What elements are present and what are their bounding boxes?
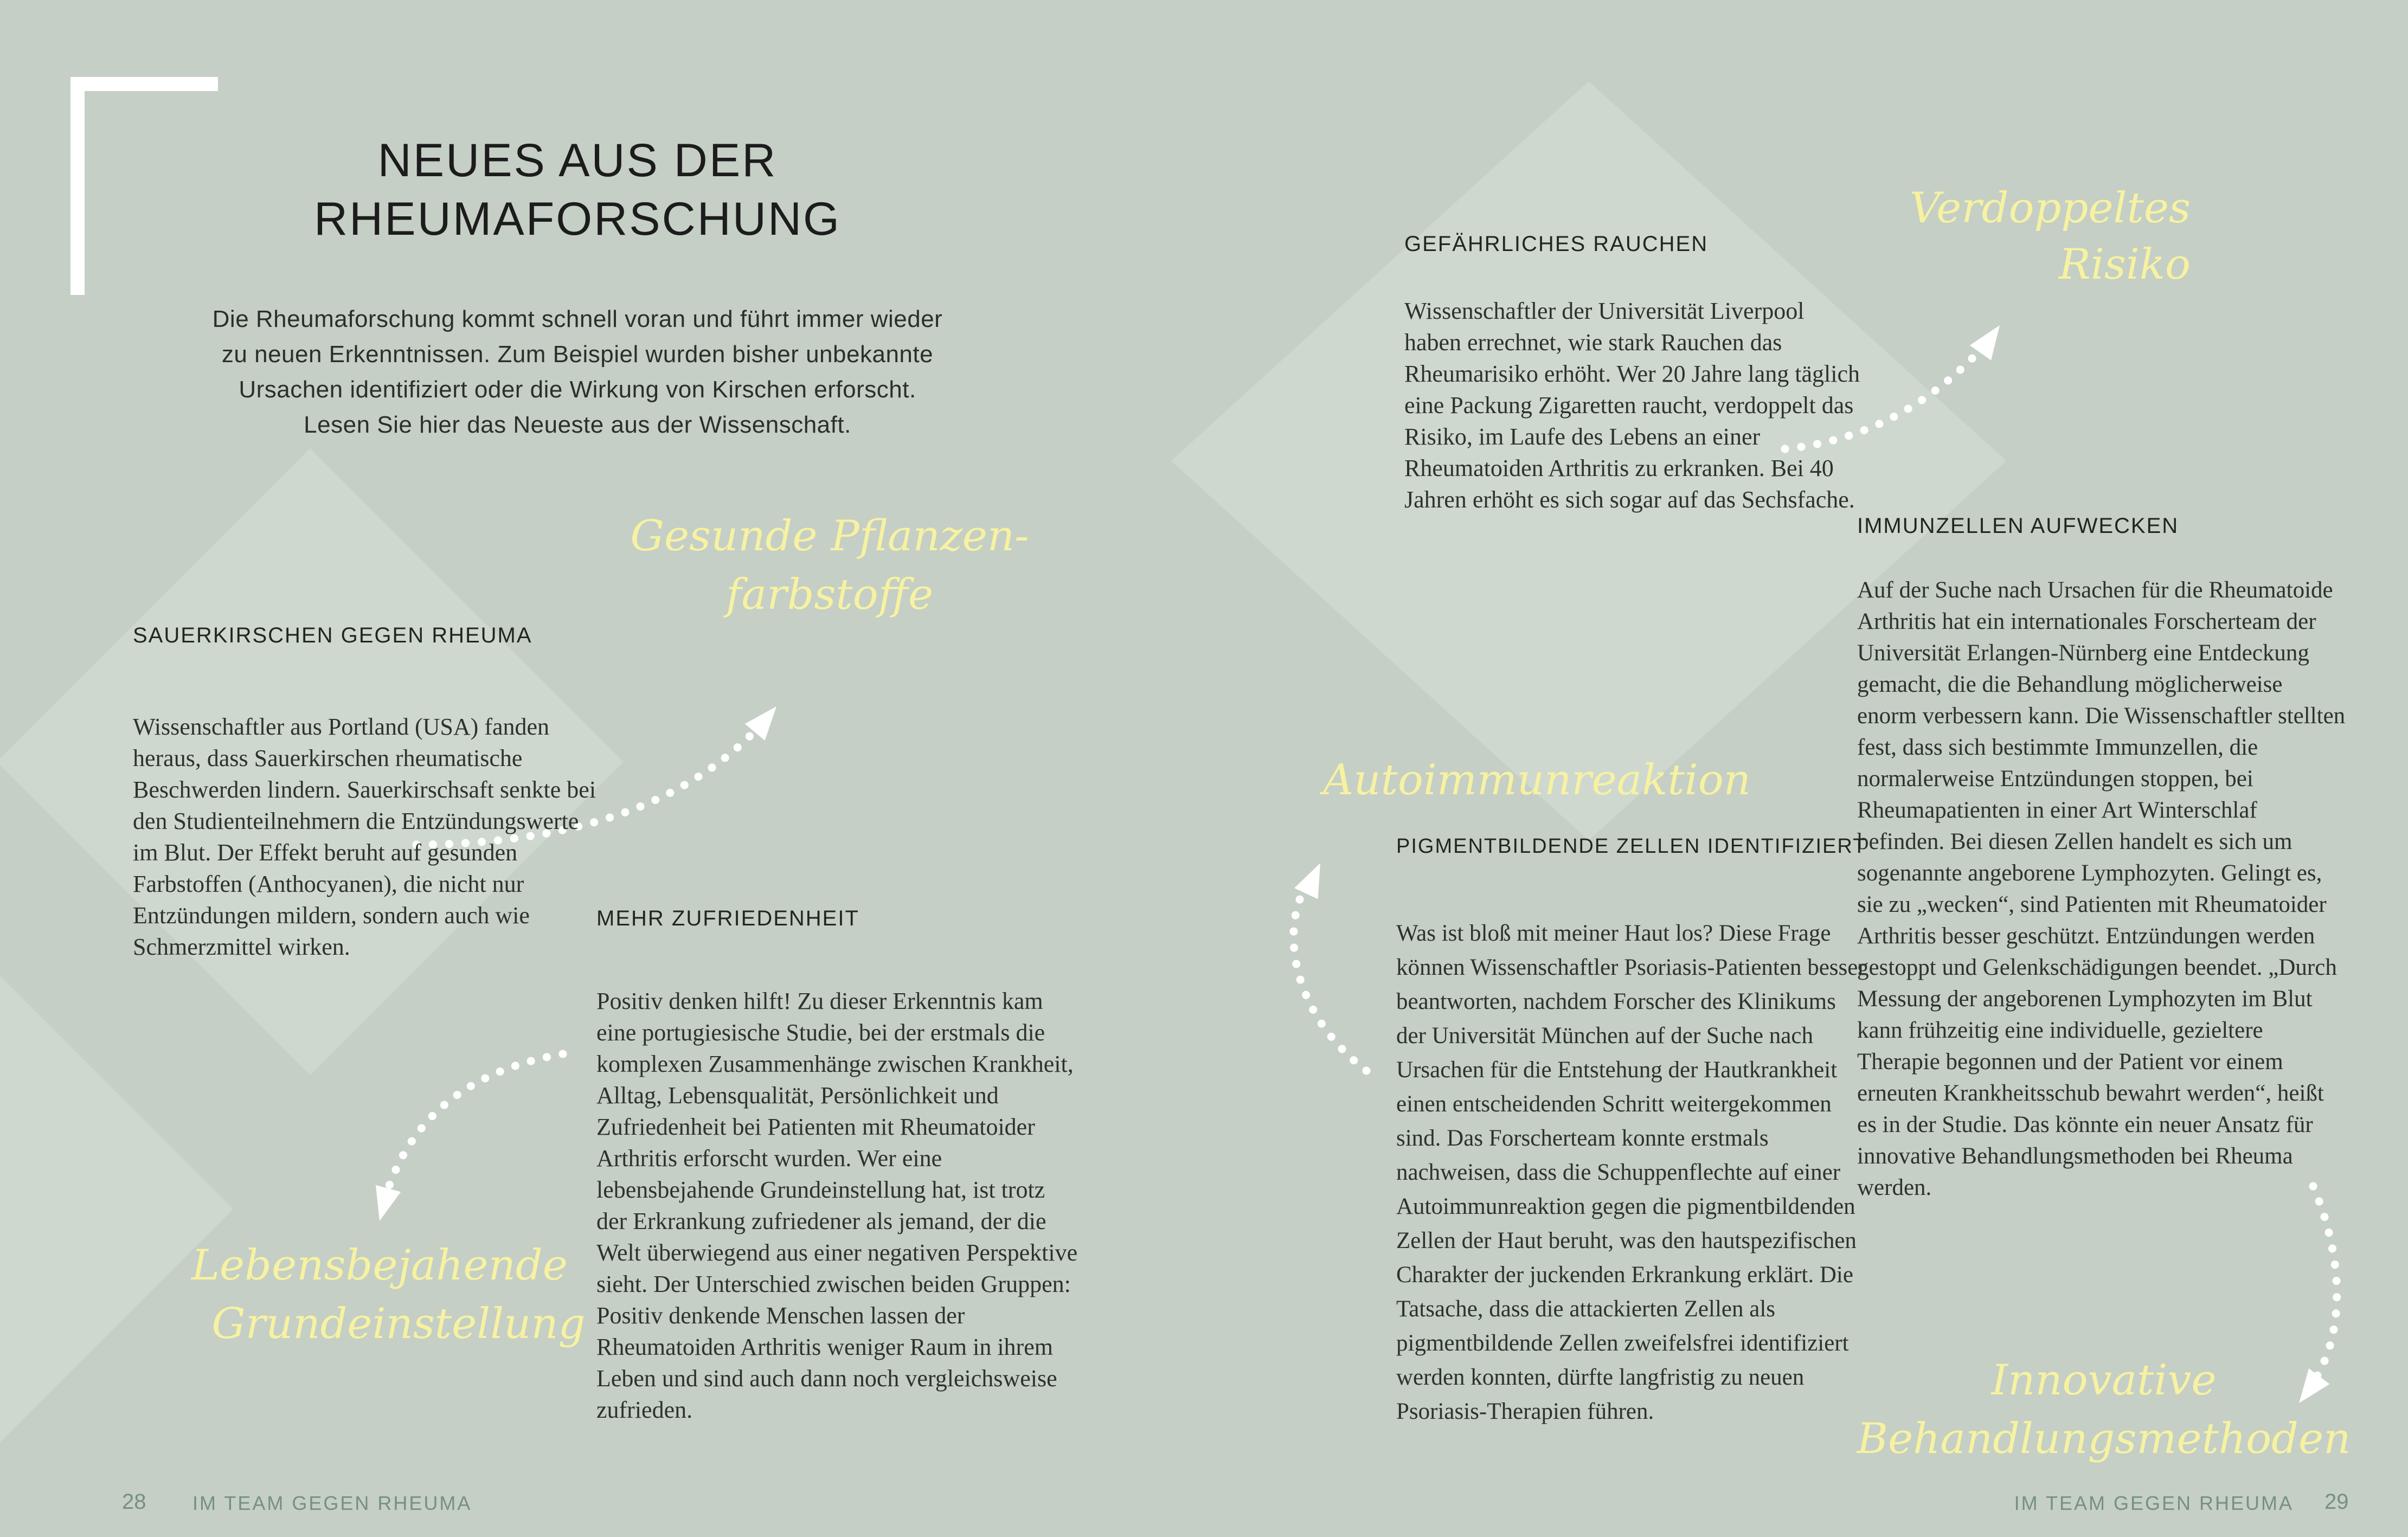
script-label-autoimmune: Autoimmunreaktion [1323,756,1751,805]
script-label-doubled-risk [1854,180,2191,293]
section-heading-sour-cherries: SAUERKIRSCHEN GEGEN RHEUMA [133,623,532,647]
script-label-plant-pigments [624,507,1036,624]
article-body-satisfaction: Positiv denken hilft! Zu dieser Erkenntnis kam eine portugiesische Studie, bei der erstmals die komplexen Zusammenhänge zwischen Krankheit, Alltag, Lebensqualität, Persönlichkeit und Zufriedenheit bei Patienten mit Rheumatoider Arthritis erforscht wurden. Wer eine lebensbejahende Grundeinstellung hat, ist trotz der Erkrankung zufriedener als jemand, der die Welt überwiegend aus einer negativen Perspektive sieht. Der Unterschied zwischen beiden Gruppen: Positiv denkende Menschen lassen der Rheumatoiden Arthritis weniger Raum in ihrem Leben und sind auch dann noch vergleichsweise zufrieden. [596,988,1078,1423]
section-heading-smoking: GEFÄHRLICHES RAUCHEN [1404,232,1709,256]
intro-line: Die Rheumaforschung kommt schnell voran und führt immer wieder [212,306,943,332]
corner-bracket-decoration [70,77,218,295]
footer-page-number-left: 28 [122,1490,146,1514]
intro-paragraph [157,301,998,442]
article-body-immune-cells: Auf der Suche nach Ursachen für die Rheumatoide Arthritis hat ein internationales Forscherteam der Universität Erlangen-Nürnberg eine Entdeckung gemacht, die die Behandlung möglicherweise enorm verbessern kann. Die Wissenschaftler stellten fest, dass sich bestimmte Immunzellen, die normalerweise Entzündungen stoppen, bei Rheumapatienten in einer Art Winterschlaf befinden. Bei diesen Zellen handelt es sich um sogenannte angeborene Lymphozyten. Gelingt es, sie zu „wecken“, sind Patienten mit Rheumatoider Arthritis besser geschützt. Entzündungen werden gestoppt und Gelenkschädigungen beendet. „Durch Messung der angeborenen Lymphozyten im Blut kann frühzeitig eine individuelle, gezieltere Therapie begonnen und der Patient vor einem erneuten Krankheitsschub bewahrt werden“, heißt es in der Studie. Das könnte ein neuer Ansatz für innovative Behandlungsmethoden bei Rheuma werden. [1857,577,2346,1200]
script-line: Innovative [1991,1356,2217,1405]
section-heading-satisfaction: MEHR ZUFRIEDENHEIT [596,906,859,930]
script-line-indent: Grundeinstellung [211,1300,586,1348]
page-title-line1: NEUES AUS DER [377,134,778,187]
footer-page-number-right: 29 [2324,1490,2349,1514]
article-body-smoking: Wissenschaftler der Universität Liverpool haben errechnet, wie stark Rauchen das Rheumarisiko erhöht. Wer 20 Jahre lang täglich eine Packung Zigaretten raucht, verdoppelt das Risiko, im Laufe des Lebens an einer Rheumatoiden Arthritis zu erkranken. Bei 40 Jahren erhöht es sich sogar auf das Sechsfache. [1404,298,1860,513]
arrowhead-icon [1970,318,2011,360]
dotted-arrow-autoimmune [1294,877,1366,1071]
script-line: Lebensbejahende [191,1241,568,1290]
article-body-sour-cherries: Wissenschaftler aus Portland (USA) fanden heraus, dass Sauerkirschen rheumatische Beschwerden lindern. Sauerkirschsaft senkte bei den Studienteilnehmern die Entzündungswerte im Blut. Der Effekt beruht auf gesunden Farbstoffen (Anthocyanen), die nicht nur Entzündungen mildern, sondern auch wie Schmerzmittel wirken. [133,713,596,960]
intro-line: Lesen Sie hier das Neueste aus der Wissenschaft. [304,411,851,438]
intro-line: Ursachen identifiziert oder die Wirkung von Kirschen erforscht. [239,376,916,403]
script-line: Verdoppeltes [1909,184,2191,233]
article-body-pigment-cells: Was ist bloß mit meiner Haut los? Diese Frage können Wissenschaftler Psoriasis-Patienten besser beantworten, nachdem Forscher des Klinikums der Universität München auf der Suche nach Ursachen für die Entstehung der Hautkrankheit einen entscheidenden Schritt weitergekommen sind. Das Forscherteam konnte erstmals nachweisen, dass die Schuppenflechte auf einer Autoimmunreaktion gegen die pigmentbildenden Zellen der Haut beruht, was den hautspezifischen Charakter der juckenden Erkrankung erklärt. Die Tatsache, dass die attackierten Zellen als pigmentbildende Zellen zweifelsfrei identifiziert werden konnten, dürfte langfristig zu neuen Psoriasis-Therapien führen. [1396,921,1866,1424]
footer-title-right: IM TEAM GEGEN RHEUMA [2014,1492,2294,1514]
script-label-innovative-treatments [1854,1351,2353,1468]
script-line: Behandlungsmethoden [1857,1414,2351,1463]
arrowhead-icon [367,1185,401,1224]
arrowhead-icon [1294,858,1332,899]
script-line: Gesunde Pflanzen- [630,512,1029,561]
section-heading-immune-cells: IMMUNZELLEN AUFWECKEN [1857,514,2179,538]
section-heading-pigment-cells: PIGMENTBILDENDE ZELLEN IDENTIFIZIERT [1396,835,1867,858]
script-line: farbstoffe [725,570,934,619]
footer-title-left: IM TEAM GEGEN RHEUMA [192,1492,472,1514]
script-line: Risiko [2059,240,2191,289]
script-label-positive-attitude [152,1236,607,1353]
intro-line: zu neuen Erkenntnissen. Zum Beispiel wurden bisher unbekannte [221,341,934,368]
page-title [198,131,957,248]
dotted-arrow-positive-attitude [384,1054,563,1202]
page-title-line2: RHEUMAFORSCHUNG [314,193,841,245]
